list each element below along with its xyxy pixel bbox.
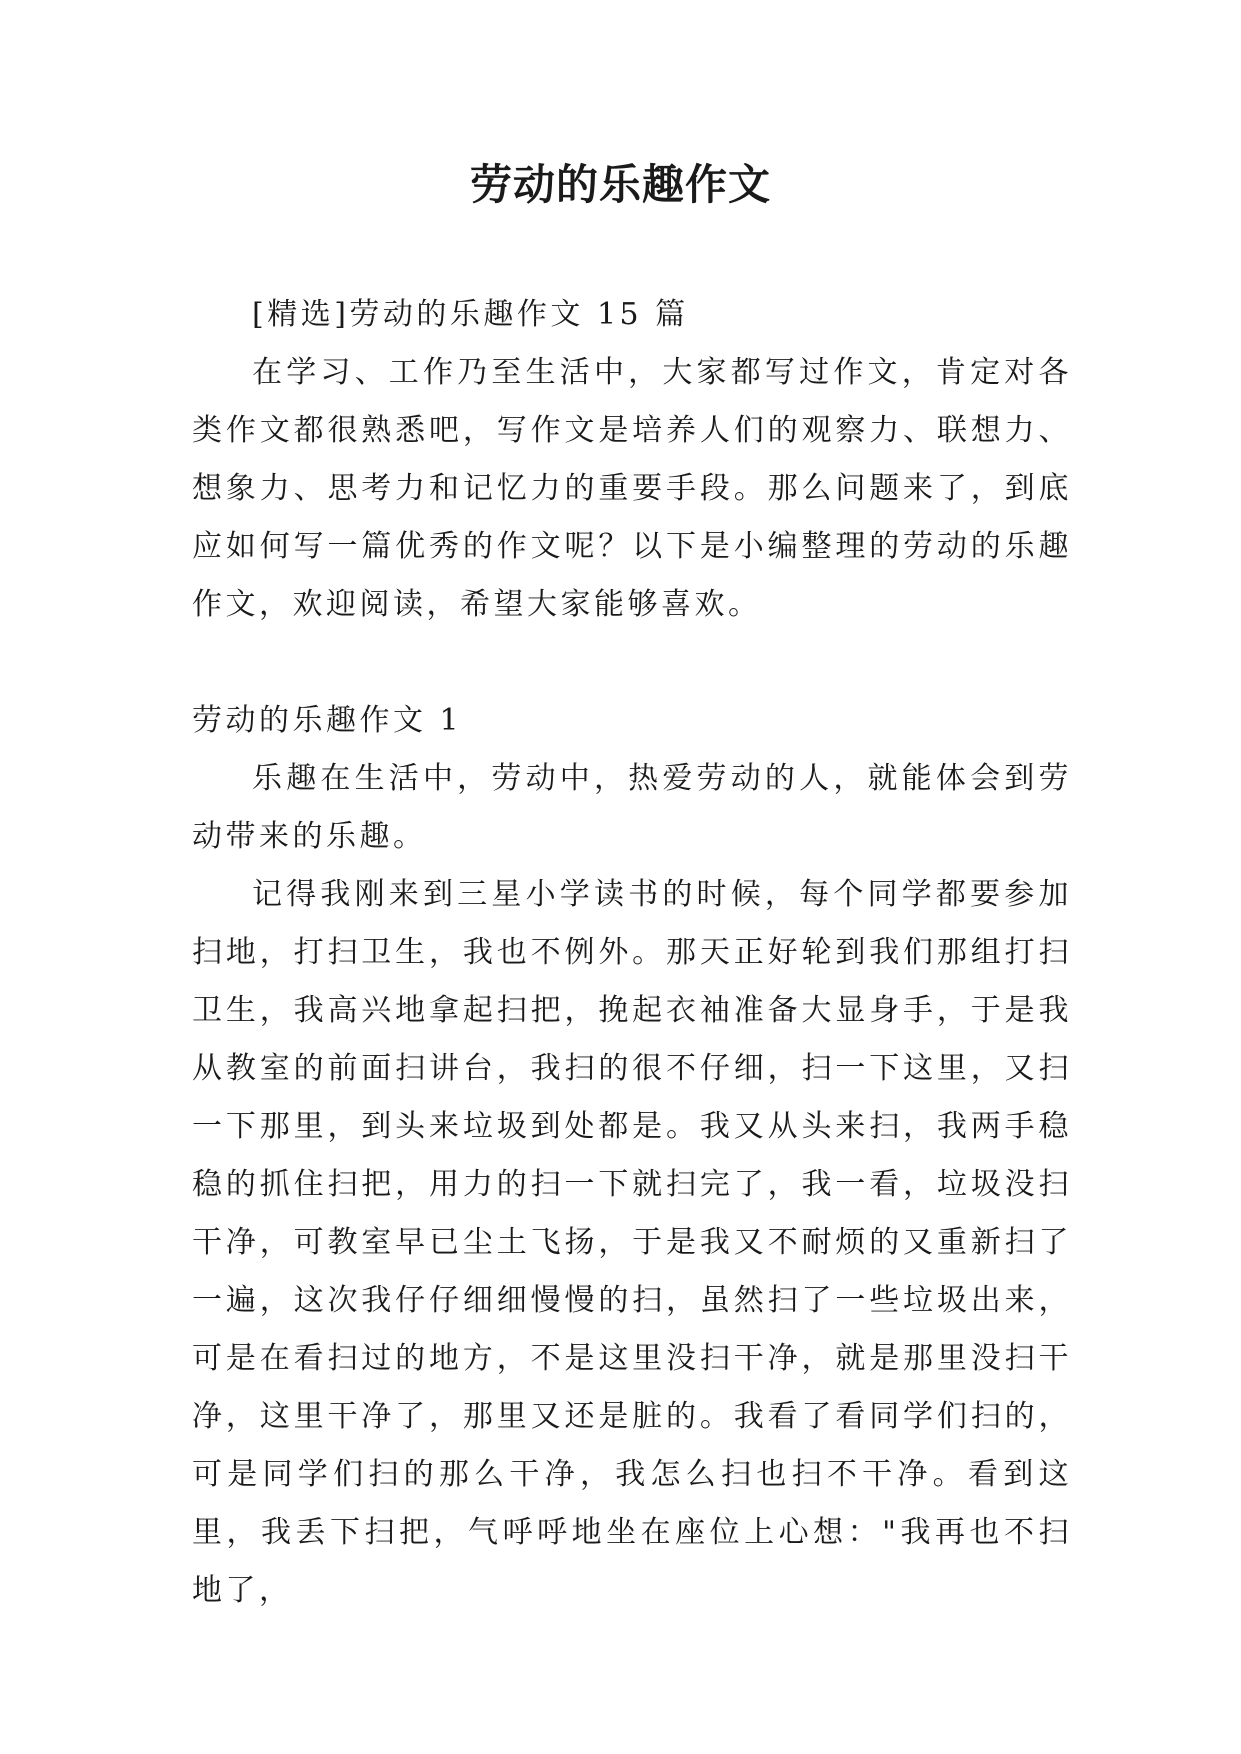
intro-paragraph: 在学习、工作乃至生活中，大家都写过作文，肯定对各类作文都很熟悉吧，写作文是培养人们的观察力、联想力、想象力、思考力和记忆力的重要手段。那么问题来了，到底应如何写一篇优秀的作文呢？以下是小编整理的劳动的乐趣作文，欢迎阅读，希望大家能够喜欢。	[192, 355, 1072, 622]
section-spacer	[192, 634, 1072, 692]
document-body	[192, 286, 1072, 1620]
document-subtitle: [精选]劳动的乐趣作文 15 篇	[252, 297, 689, 332]
document-title: 劳动的乐趣作文	[469, 160, 771, 209]
body-paragraph: 乐趣在生活中，劳动中，热爱劳动的人，就能体会到劳动带来的乐趣。	[192, 761, 1072, 854]
section-heading: 劳动的乐趣作文 1	[192, 703, 463, 738]
body-paragraph: 记得我刚来到三星小学读书的时候，每个同学都要参加扫地，打扫卫生，我也不例外。那天正好轮到我们那组打扫卫生，我高兴地拿起扫把，挽起衣袖准备大显身手，于是我从教室的前面扫讲台，我扫的很不仔细，扫一下这里，又扫一下那里，到头来垃圾到处都是。我又从头来扫，我两手稳稳的抓住扫把，用力的扫一下就扫完了，我一看，垃圾没扫干净，可教室早已尘土飞扬，于是我又不耐烦的又重新扫了一遍，这次我仔仔细细慢慢的扫，虽然扫了一些垃圾出来，可是在看扫过的地方，不是这里没扫干净，就是那里没扫干净，这里干净了，那里又还是脏的。我看了看同学们扫的，可是同学们扫的那么干净，我怎么扫也扫不干净。看到这里，我丢下扫把，气呼呼地坐在座位上心想："我再也不扫地了，	[192, 877, 1072, 1608]
